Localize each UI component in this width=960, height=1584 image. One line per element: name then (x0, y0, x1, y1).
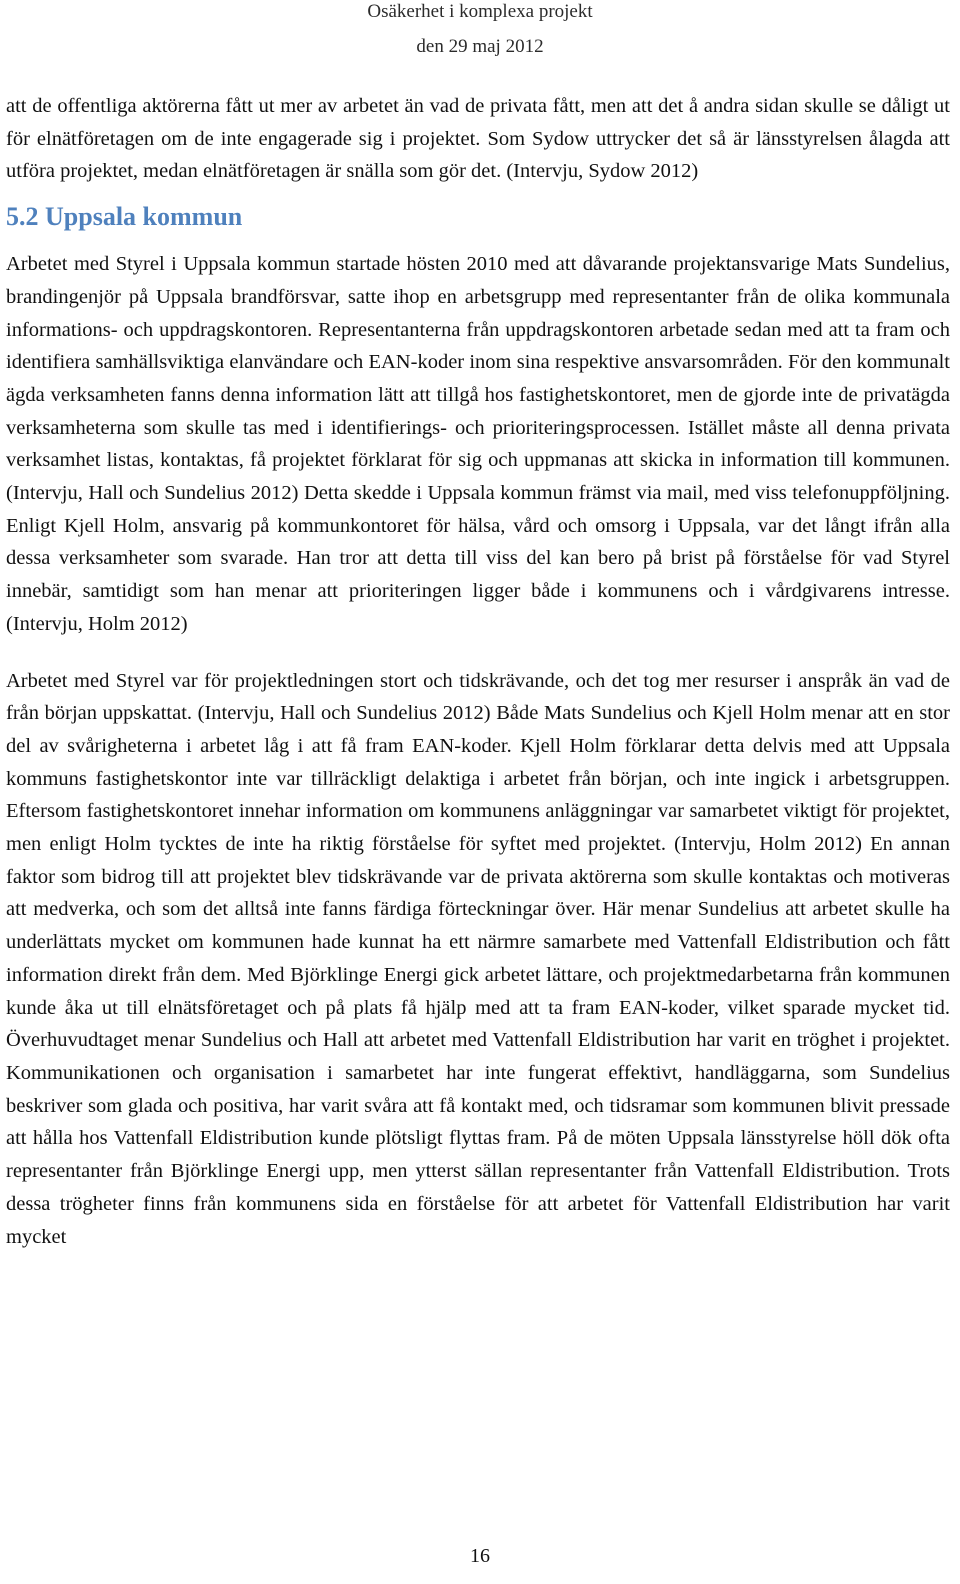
header-title: Osäkerhet i komplexa projekt (367, 1, 593, 22)
header-date: den 29 maj 2012 (416, 36, 544, 57)
intro-paragraph: att de offentliga aktörerna fått ut mer av arbetet än vad de privata fått, men att det å andra sidan skulle se dåligt ut för elnätföretagen om de inte engagerade sig i projektet. Som Sydow uttrycker det så är länsstyrelsen ålagda att utföra projektet, medan elnätföretagen är snälla som gör det. (Intervju, Sydow 2012) (6, 95, 950, 183)
page-number: 16 (470, 1545, 490, 1567)
body-paragraph-1: Arbetet med Styrel i Uppsala kommun startade hösten 2010 med att dåvarande projektansvarige Mats Sundelius, brandingenjör på Uppsala brandförsvar, satte ihop en arbetsgrupp med representanter från de olika kommunala informations- och uppdragskontoren. Representanterna från uppdragskontoren arbetade sedan med att ta fram och identifiera samhällsviktiga elanvändare och EAN-koder inom sina respektive ansvarsområden. För den kommunalt ägda verksamheten fanns denna information lätt att tillgå hos fastighetskontoret, men de gjorde inte de privatägda verksamheterna som skulle tas med i identifierings- och prioriteringsprocessen. Istället måste all denna privata verksamhet listas, kontaktas, få projektet förklarat för sig och uppmanas att skicka in information till kommunen. (Intervju, Hall och Sundelius 2012) Detta skedde i Uppsala kommun främst via mail, med viss telefonuppföljning. Enligt Kjell Holm, ansvarig på kommunkontoret för hälsa, vård och omsorg i Uppsala, var det långt ifrån alla dessa verksamheter som svarade. Han tror att detta till viss del kan bero på brist på förståelse för vad Styrel innebär, samtidigt som han menar att prioriteringen ligger både i kommunens och i vårdgivarens intresse. (Intervju, Holm 2012) (6, 253, 950, 635)
document-body (6, 90, 950, 1253)
section-heading: 5.2 Uppsala kommun (6, 202, 243, 232)
body-paragraph-2: Arbetet med Styrel var för projektledningen stort och tidskrävande, och det tog mer resurser i anspråk än vad de från början uppskattat. (Intervju, Hall och Sundelius 2012) Både Mats Sundelius och Kjell Holm menar att en stor del av svårigheterna i arbetet låg i att få fram EAN-koder. Kjell Holm förklarar detta delvis med att Uppsala kommuns fastighetskontor inte var tillräckligt delaktiga i arbetet från början, och inte ingick i arbetsgruppen. Eftersom fastighetskontoret innehar information om kommunens anläggningar var samarbetet viktigt för projektet, men enligt Holm tycktes de inte ha riktig förståelse för syftet med projektet. (Intervju, Holm 2012) En annan faktor som bidrog till att projektet blev tidskrävande var de privata aktörerna som skulle kontaktas och motiveras att medverka, och som det alltså inte fanns färdiga förteckningar över. Här menar Sundelius att arbetet skulle ha underlättats mycket om kommunen hade kunnat ha ett närmre samarbete med Vattenfall Eldistribution och fått information direkt från dem. Med Björklinge Energi gick arbetet lättare, och projektmedarbetarna från kommunen kunde åka ut till elnätsföretaget och på plats få hjälp med att ta fram EAN-koder, vilket sparade mycket tid. Överhuvudtaget menar Sundelius och Hall att arbetet med Vattenfall Eldistribution har varit en tröghet i projektet. Kommunikationen och organisation i samarbetet har inte fungerat effektivt, handläggarna, som Sundelius beskriver som glada och positiva, har varit svåra att få kontakt med, och tidsramar som kommunen blivit pressade att hålla hos Vattenfall Eldistribution kunde plötsligt flyttas fram. På de möten Uppsala länsstyrelse höll dök ofta representanter från Björklinge Energi upp, men ytterst sällan representanter från Vattenfall Eldistribution. Trots dessa trögheter finns från kommunens sida en förståelse för att arbetet för Vattenfall Eldistribution har varit mycket (6, 669, 950, 1248)
